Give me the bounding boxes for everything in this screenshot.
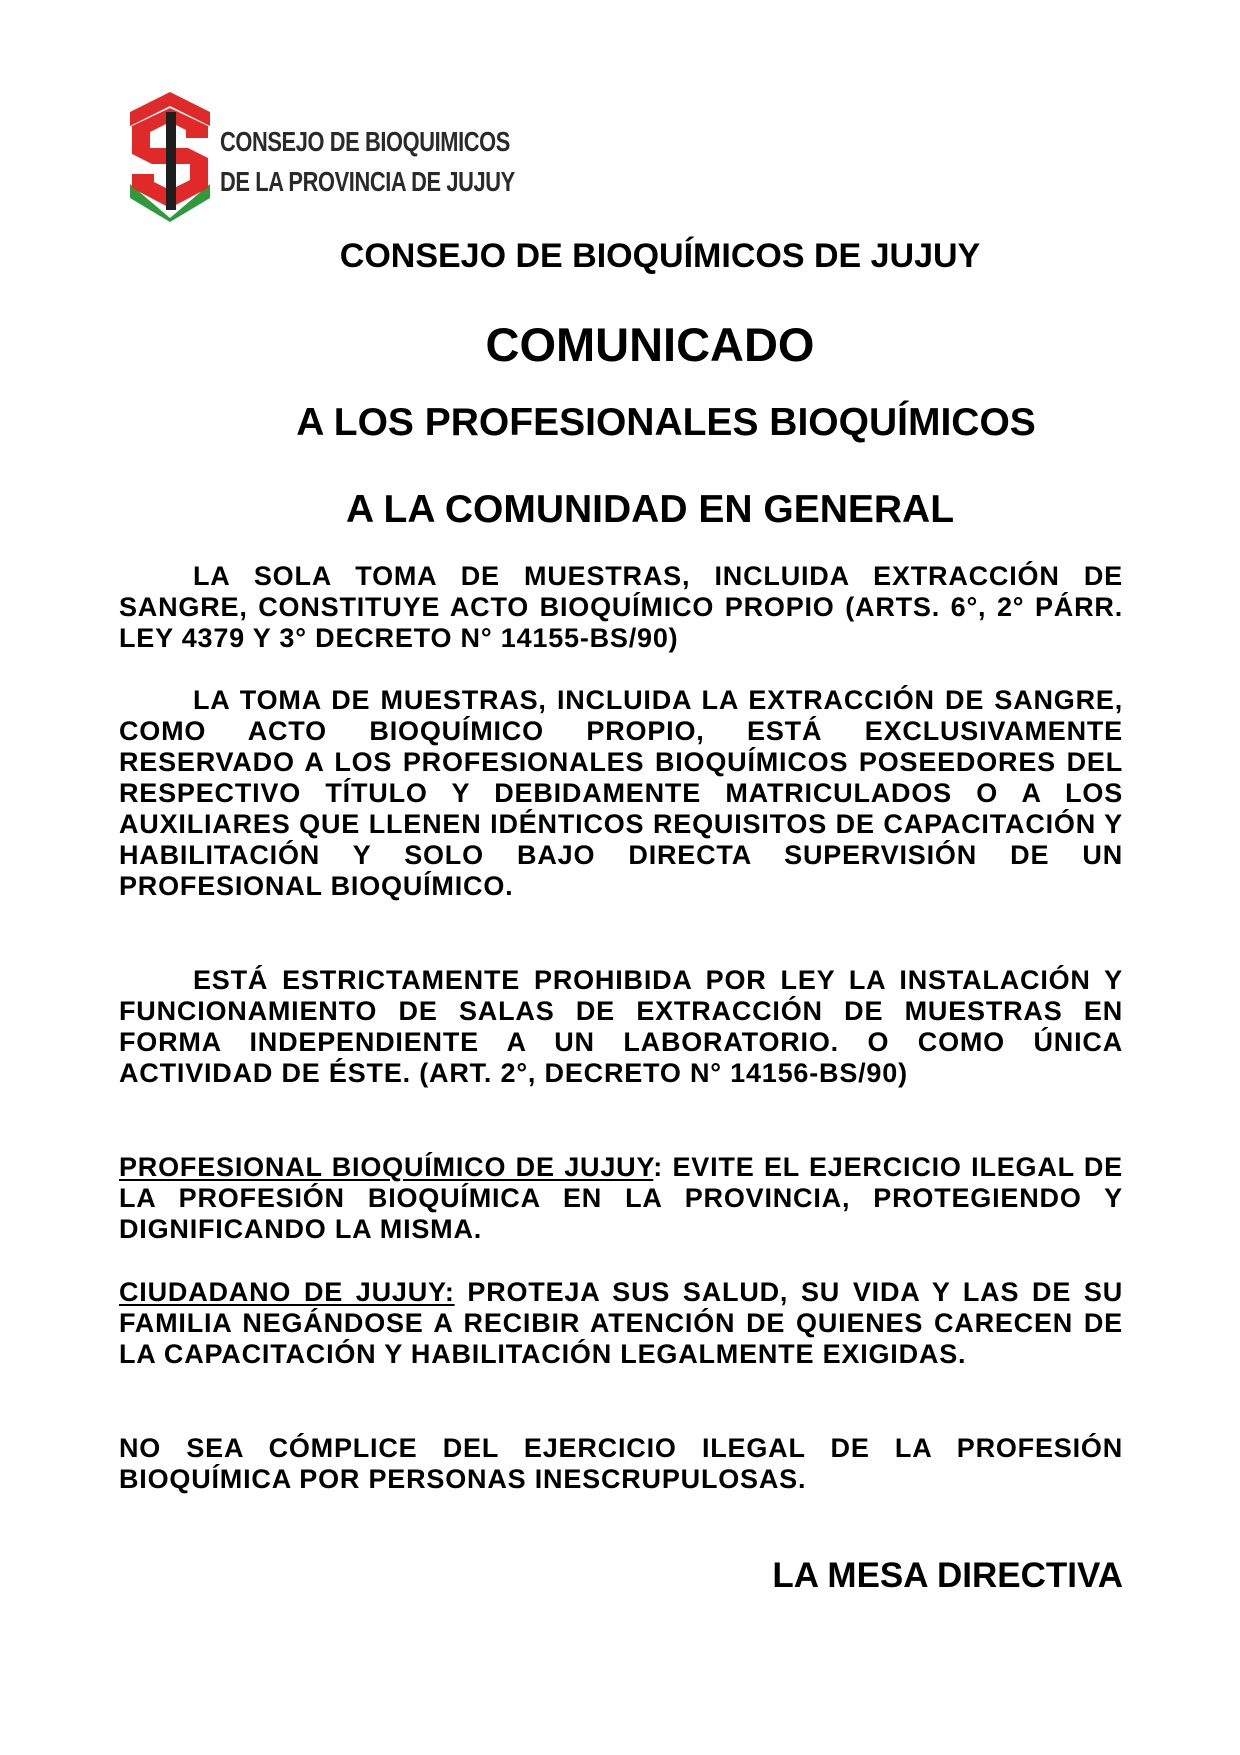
logo-text [220, 122, 515, 202]
professional-notice-text: : EVITE EL EJERCICIO ILEGAL DE LA PROFESIÓN BIOQUÍMICA EN LA PROVINCIA, PROTEGIENDO Y DIGNIFICANDO LA MISMA. [119, 1152, 1123, 1244]
addressee-professionals: A LOS PROFESIONALES BIOQUÍMICOS [296, 401, 1036, 444]
paragraph-professional-notice [119, 1152, 1123, 1245]
paragraph-closing-appeal: NO SEA CÓMPLICE DEL EJERCICIO ILEGAL DE LA PROFESIÓN BIOQUÍMICA POR PERSONAS INESCRUPULOSAS. [119, 1433, 1123, 1494]
paragraph-sample-collection-act: LA SOLA TOMA DE MUESTRAS, INCLUIDA EXTRACCIÓN DE SANGRE, CONSTITUYE ACTO BIOQUÍMICO PROPIO (ARTS. 6°, 2° PÁRR. LEY 4379 Y 3° DECRETO N° 14155-BS/90) [119, 561, 1123, 653]
citizen-notice-text: PROTEJA SUS SALUD, SU VIDA Y LAS DE SU FAMILIA NEGÁNDOSE A RECIBIR ATENCIÓN DE QUIENES CARECEN DE LA CAPACITACIÓN Y HABILITACIÓN LEGALMENTE EXIGIDAS. [119, 1277, 1124, 1369]
logo-mark-icon [126, 92, 214, 222]
paragraph-reserved-professionals: LA TOMA DE MUESTRAS, INCLUIDA LA EXTRACCIÓN DE SANGRE, COMO ACTO BIOQUÍMICO PROPIO, ESTÁ EXCLUSIVAMENTE RESERVADO A LOS PROFESIONALES BIOQUÍMICOS POSEEDORES DEL RESPECTIVO TÍTULO Y DEBIDAMENTE MATRICULADOS O A LOS AUXILIARES QUE LLENEN IDÉNTICOS REQUISITOS DE CAPACITACIÓN Y HABILITACIÓN Y SOLO BAJO DIRECTA SUPERVISIÓN DE UN PROFESIONAL BIOQUÍMICO. [119, 685, 1123, 901]
organization-logo [126, 92, 526, 222]
signature: LA MESA DIRECTIVA [772, 1556, 1123, 1595]
organization-title: CONSEJO DE BIOQUÍMICOS DE JUJUY [339, 237, 981, 275]
document-title: COMUNICADO [485, 318, 815, 371]
addressee-community: A LA COMUNIDAD EN GENERAL [345, 488, 955, 531]
logo-line-1: CONSEJO DE BIOQUIMICOS [220, 126, 510, 157]
logo-line-2: DE LA PROVINCIA DE JUJUY [220, 166, 515, 197]
paragraph-citizen-notice [119, 1277, 1123, 1370]
professional-notice-label: PROFESIONAL BIOQUÍMICO DE JUJUY [119, 1152, 654, 1182]
paragraph-prohibition: ESTÁ ESTRICTAMENTE PROHIBIDA POR LEY LA INSTALACIÓN Y FUNCIONAMIENTO DE SALAS DE EXTRACCIÓN DE MUESTRAS EN FORMA INDEPENDIENTE A UN LABORATORIO. O COMO ÚNICA ACTIVIDAD DE ÉSTE. (ART. 2°, DECRETO N° 14156-BS/90) [119, 965, 1123, 1088]
citizen-notice-label: CIUDADANO DE JUJUY: [119, 1277, 455, 1307]
